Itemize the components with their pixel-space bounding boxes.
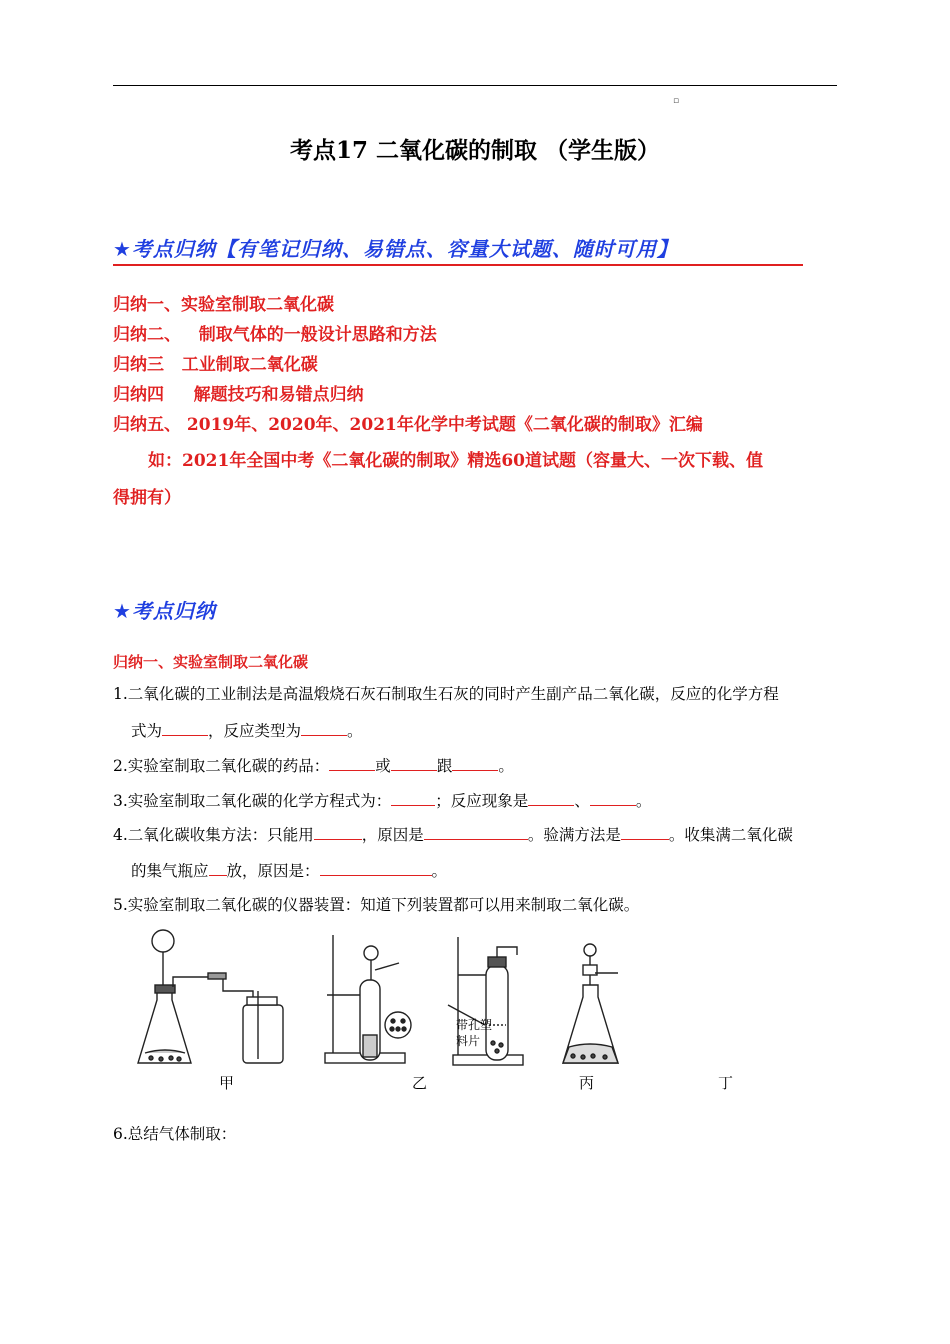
answer-blank[interactable]: [209, 859, 227, 876]
q3-text: 、: [574, 792, 590, 810]
q4-text: ，原因是: [361, 826, 424, 844]
plate-note: [456, 1017, 492, 1049]
answer-blank[interactable]: [391, 789, 435, 806]
toc-item-1: 归纳一、实验室制取二氧化碳: [113, 295, 334, 315]
answer-blank[interactable]: [590, 789, 636, 806]
question-4-line-1: [113, 823, 793, 846]
question-3: [113, 789, 651, 812]
q4-text: 。验满方法是: [527, 826, 621, 844]
answer-blank[interactable]: [320, 859, 432, 876]
q2-text: 。: [498, 757, 514, 775]
answer-blank[interactable]: [314, 823, 362, 840]
answer-blank[interactable]: [528, 789, 574, 806]
toc-item-5: 归纳五、 2019年、2020年、2021年化学中考试题《二氧化碳的制取》汇编: [113, 415, 703, 435]
label-jia: 甲: [219, 1074, 235, 1092]
answer-blank[interactable]: [162, 719, 208, 736]
answer-blank[interactable]: [621, 823, 669, 840]
question-2: [113, 754, 514, 777]
answer-blank[interactable]: [424, 823, 528, 840]
q2-text: 2.实验室制取二氧化碳的药品：: [113, 757, 330, 775]
q1-text: 。: [347, 722, 363, 740]
summary-banner: ★考点归纳【有笔记归纳、易错点、容量大试题、随时可用】: [113, 233, 803, 266]
promo-line-1: 如：2021年全国中考《二氧化碳的制取》精选60道试题（容量大、一次下载、值: [148, 451, 763, 471]
q2-text: 跟: [436, 757, 453, 775]
apparatus-ding: [563, 944, 618, 1063]
q1-text: ，反应类型为: [208, 722, 302, 740]
section-banner: ★考点归纳: [113, 599, 216, 623]
answer-blank[interactable]: [452, 754, 498, 771]
plate-note-line: 料片: [456, 1034, 481, 1048]
toc-item-3: 归纳三 工业制取二氧化碳: [113, 355, 318, 375]
question-1-line-1: 1.二氧化碳的工业制法是高温煅烧石灰石制取生石灰的同时产生副产品二氧化碳，反应的化学方程: [113, 685, 779, 703]
toc-item-4: 归纳四 解题技巧和易错点归纳: [113, 385, 364, 405]
label-ding: 丁: [718, 1074, 734, 1092]
page-title: 考点17 二氧化碳的制取 （学生版）: [289, 137, 661, 164]
q2-text: 或: [375, 757, 391, 775]
answer-blank[interactable]: [301, 719, 347, 736]
question-6: 6.总结气体制取：: [113, 1125, 237, 1143]
promo-line-2: 得拥有）: [113, 488, 181, 508]
q4-text: 4.二氧化碳收集方法：只能用: [113, 826, 314, 844]
question-5: 5.实验室制取二氧化碳的仪器装置：知道下列装置都可以用来制取二氧化碳。: [113, 896, 640, 914]
q1-text: 式为: [131, 722, 163, 740]
apparatus-figure: [113, 925, 773, 1075]
section-heading: 归纳一、实验室制取二氧化碳: [113, 653, 309, 671]
q4-text: 。收集满二氧化碳: [668, 826, 793, 844]
q4-text: 的集气瓶应: [131, 862, 209, 880]
apparatus-yi: [325, 935, 411, 1063]
header-rule: [113, 85, 837, 86]
para-mark: ▫: [673, 96, 680, 106]
question-4-line-2: [131, 859, 447, 882]
q4-text: 。: [431, 862, 448, 880]
label-yi: 乙: [412, 1074, 428, 1092]
apparatus-jia: [138, 930, 283, 1063]
q3-text: 3.实验室制取二氧化碳的化学方程式为：: [113, 792, 392, 810]
label-bing: 丙: [579, 1074, 595, 1092]
plate-note-line: 带孔塑: [456, 1018, 493, 1032]
q3-text: ；反应现象是: [435, 792, 529, 810]
answer-blank[interactable]: [391, 754, 437, 771]
q4-text: 放，原因是：: [226, 862, 320, 880]
answer-blank[interactable]: [329, 754, 375, 771]
toc-item-2: 归纳二、 制取气体的一般设计思路和方法: [113, 325, 437, 345]
q3-text: 。: [635, 792, 652, 810]
question-1-line-2: [131, 719, 363, 742]
